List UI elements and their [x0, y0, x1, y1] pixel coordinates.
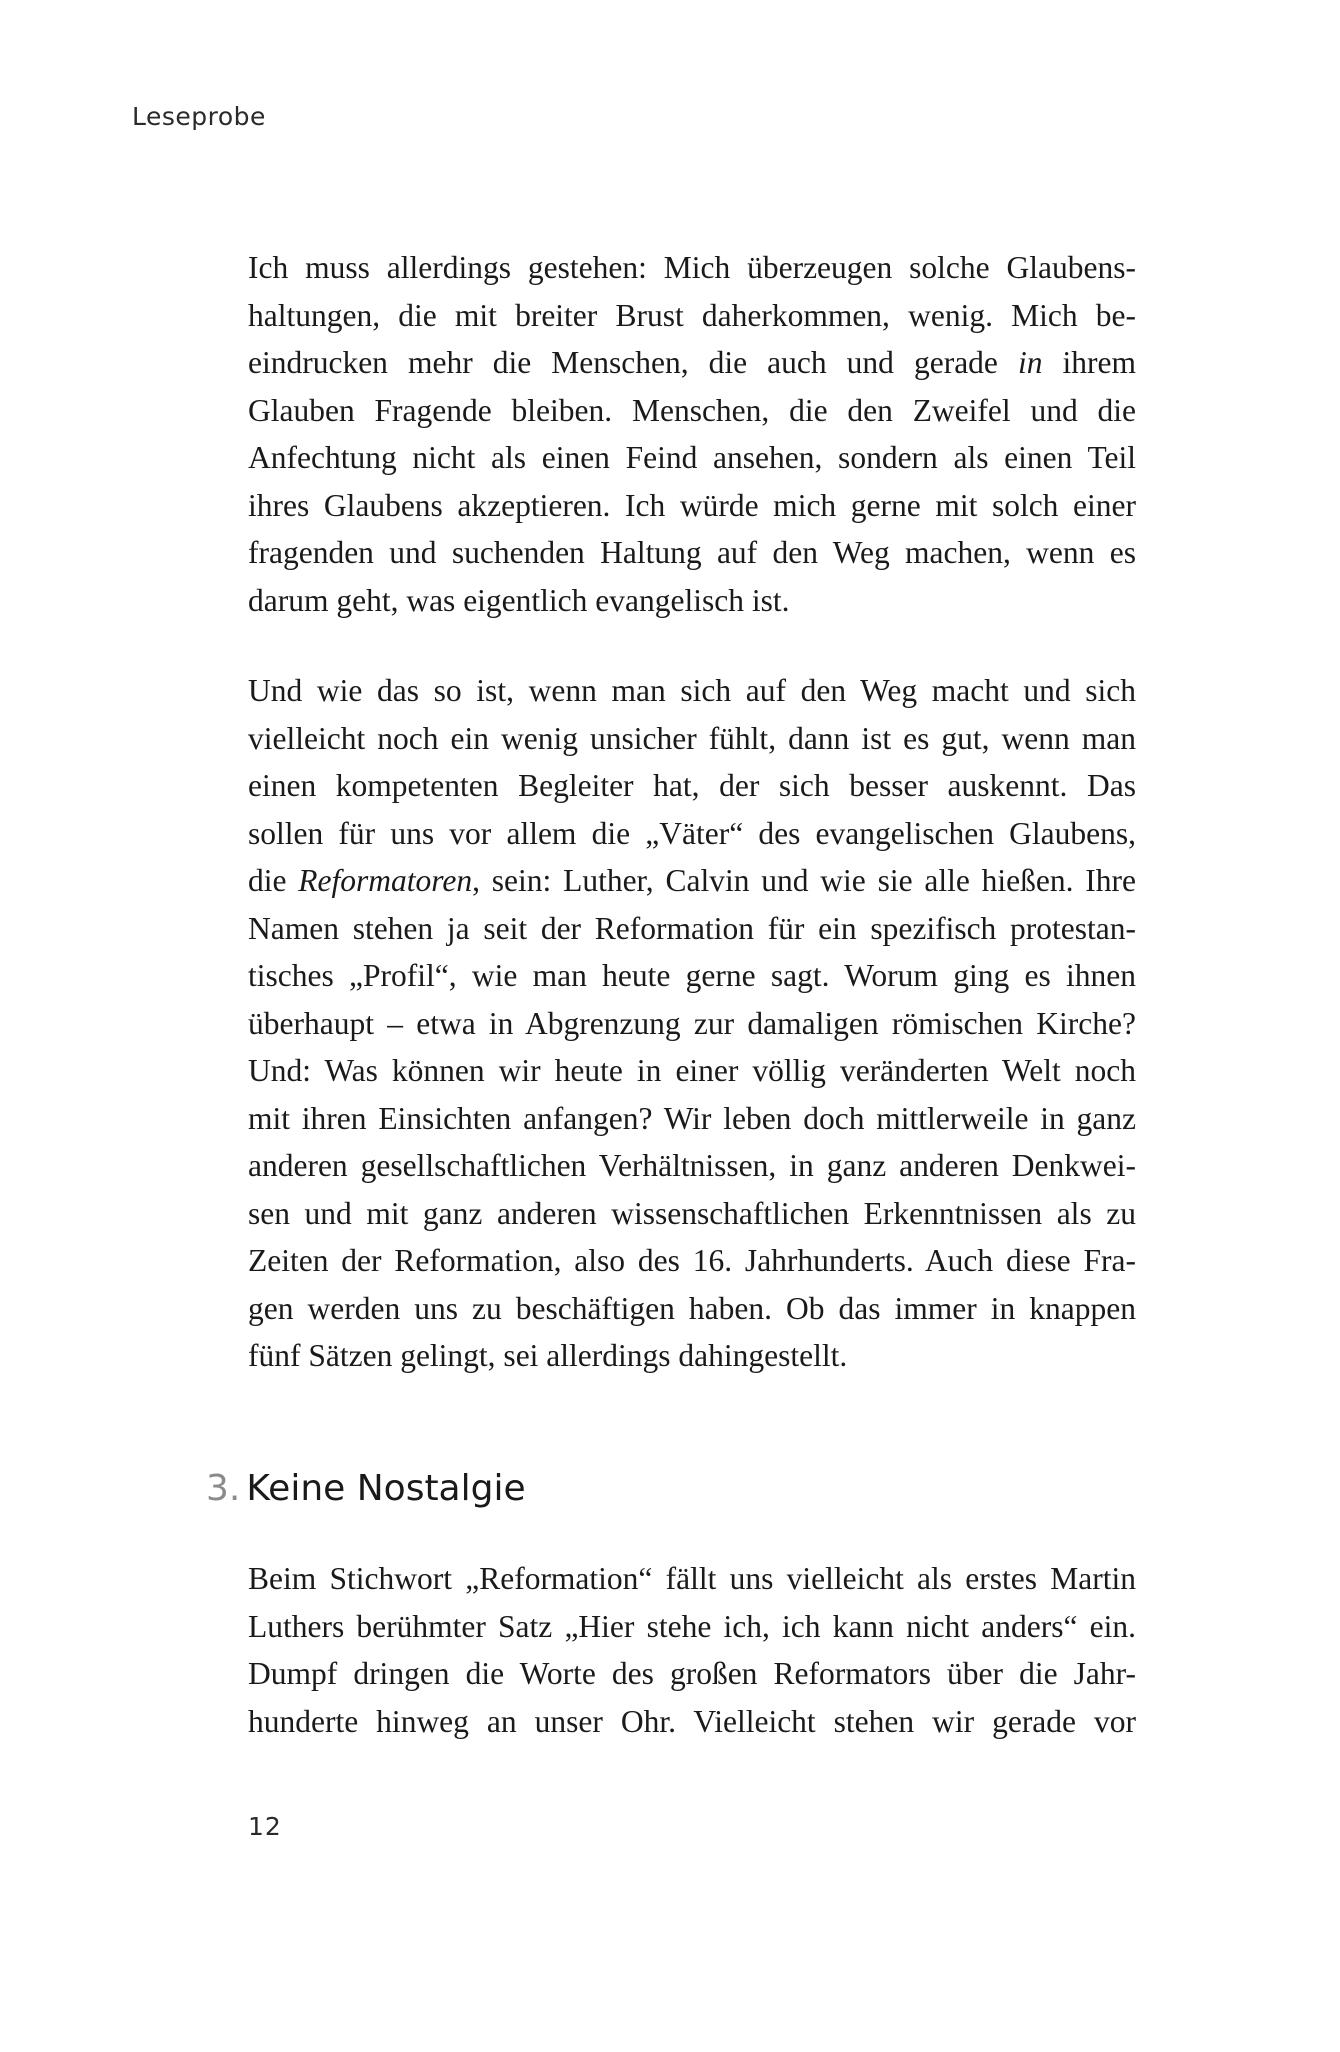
text-line: Luthers berühmter Satz „Hier stehe ich, ich kann nicht anders“ ein.: [248, 1608, 1136, 1644]
text-line: Und: Was können wir heute in einer völlig veränderten Welt noch: [248, 1053, 1136, 1088]
text-line: Ich muss allerdings gestehen: Mich überzeugen solche Glaubens-: [248, 250, 1136, 285]
page-number: 12: [248, 1812, 282, 1841]
text-line: hunderte hinweg an unser Ohr. Vielleicht stehen wir gerade vor: [248, 1703, 1136, 1739]
text-line: Beim Stichwort „Reformation“ fällt uns vielleicht als erstes Martin: [248, 1561, 1136, 1596]
section-title: Keine Nostalgie: [246, 1468, 526, 1509]
text-line: tisches „Profil“, wie man heute gerne sagt. Worum ging es ihnen: [248, 958, 1136, 993]
text-line: [248, 857, 1136, 905]
text-line: mit ihren Einsichten anfangen? Wir leben doch mittlerweile in ganz: [248, 1100, 1136, 1136]
text-run: eindrucken mehr die Menschen, die auch und gerade: [248, 345, 998, 380]
text-line: überhaupt – etwa in Abgrenzung zur damaligen römischen Kirche?: [248, 1005, 1136, 1041]
text-line: Glauben Fragende bleiben. Menschen, die den Zweifel und die: [248, 392, 1136, 428]
paragraph-3: [248, 1555, 1136, 1745]
text-run: die: [248, 863, 287, 898]
text-line: [248, 339, 1136, 387]
text-line: anderen gesellschaftlichen Verhältnissen, in ganz anderen Denkwei-: [248, 1148, 1136, 1183]
text-run: ihrem: [1062, 345, 1137, 380]
text-line: fragenden und suchenden Haltung auf den Weg machen, wenn es: [248, 535, 1136, 570]
text-line: einen kompetenten Begleiter hat, der sich besser auskennt. Das: [248, 768, 1136, 803]
text-line: fünf Sätzen gelingt, sei allerdings dahingestellt.: [248, 1338, 848, 1373]
paragraph-1: [248, 244, 1136, 624]
text-line: Namen stehen ja seit der Reformation für ein spezifisch protestan-: [248, 910, 1136, 946]
text-line: ihres Glaubens akzeptieren. Ich würde mich gerne mit solch einer: [248, 487, 1136, 523]
text-run: , sein: Luther, Calvin und wie sie alle hießen. Ihre: [472, 863, 1137, 898]
emphasis-word: in: [1017, 345, 1043, 380]
text-line: Anfechtung nicht als einen Feind ansehen, sondern als einen Teil: [248, 440, 1136, 475]
emphasis-word: Reformatoren: [298, 863, 473, 898]
text-line: Und wie das so ist, wenn man sich auf den Weg macht und sich: [248, 673, 1136, 708]
running-header: Leseprobe: [132, 102, 266, 131]
text-line: haltungen, die mit breiter Brust daherkommen, wenig. Mich be-: [248, 297, 1136, 333]
text-line: sen und mit ganz anderen wissenschaftlichen Erkenntnissen als zu: [248, 1195, 1136, 1231]
section-number: 3.: [206, 1468, 241, 1509]
section-heading: [206, 1465, 526, 1513]
text-line: Dumpf dringen die Worte des großen Reformators über die Jahr-: [248, 1656, 1136, 1691]
text-line: Zeiten der Reformation, also des 16. Jahrhunderts. Auch diese Fra-: [248, 1243, 1136, 1278]
paragraph-2: [248, 667, 1136, 1380]
text-line: vielleicht noch ein wenig unsicher fühlt, dann ist es gut, wenn man: [248, 720, 1136, 756]
text-line: gen werden uns zu beschäftigen haben. Ob das immer in knappen: [248, 1290, 1136, 1326]
text-line: sollen für uns vor allem die „Väter“ des evangelischen Glaubens,: [248, 815, 1136, 851]
text-line: darum geht, was eigentlich evangelisch ist.: [248, 582, 790, 618]
